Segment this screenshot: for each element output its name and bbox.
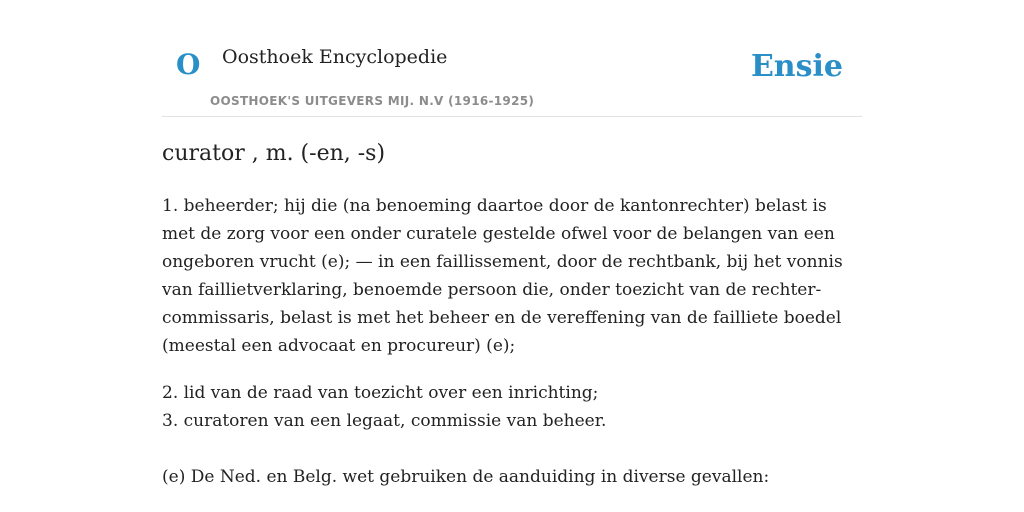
definition-paragraph: 3. curatoren van een legaat, commissie van beheer. xyxy=(162,411,607,431)
article-headword: curator , m. (-en, -s) xyxy=(162,141,386,166)
definition-paragraph: 1. beheerder; hij die (na benoeming daartoe door de kantonrechter) belast is met de zorg voor een onder curatele gestelde ofwel voor de belangen van een ongeboren vrucht (e); — in een faillissement, door de rechtbank, bij het vonnis van faillietverklaring, benoemde persoon die, onder toezicht van de rechter-commissaris, belast is met het beheer en de vereffening van de failliete boedel (meestal een advocaat en procureur) (e); xyxy=(162,196,843,356)
footnote-paragraph: (e) De Ned. en Belg. wet gebruiken de aanduiding in diverse gevallen: xyxy=(162,467,770,487)
definition-paragraph: 2. lid van de raad van toezicht over een inrichting; xyxy=(162,383,599,403)
source-logo-icon[interactable]: O xyxy=(176,48,201,81)
article xyxy=(162,138,862,491)
source-subtitle: OOSTHOEK'S UITGEVERS MIJ. N.V (1916-1925) xyxy=(210,94,535,108)
source-header xyxy=(162,0,862,117)
source-title[interactable]: Oosthoek Encyclopedie xyxy=(222,46,448,68)
brand-logo[interactable]: Ensie xyxy=(750,49,843,84)
